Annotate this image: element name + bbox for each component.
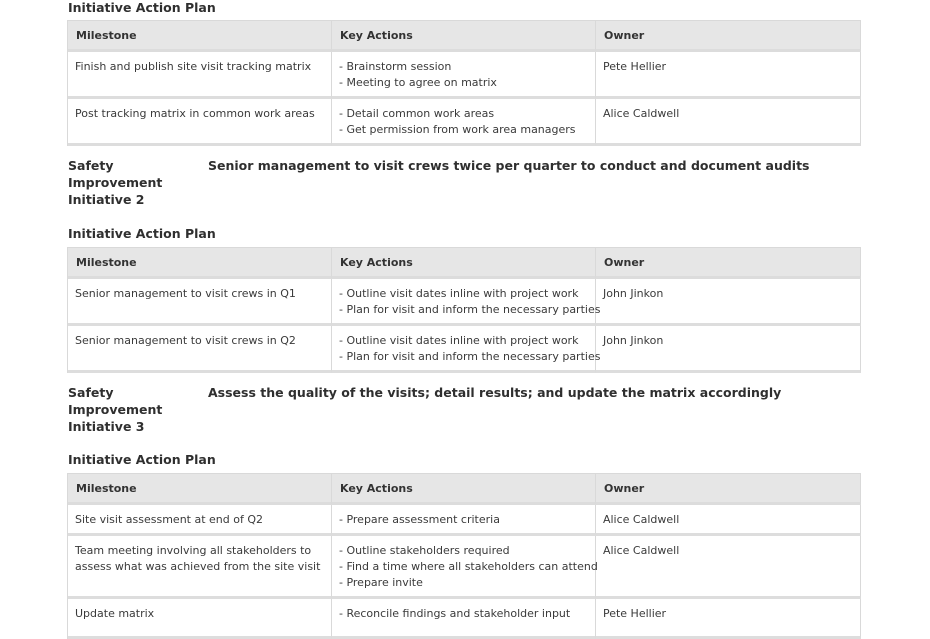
milestone-text: Post tracking matrix in common work areas	[75, 107, 315, 120]
initiative-2-label: Safety Improvement Initiative 2	[68, 158, 163, 207]
action-item: - Outline visit dates inline with project work	[338, 334, 579, 347]
key-actions-header: Key Actions	[332, 21, 596, 52]
milestone-cell	[68, 536, 332, 599]
key-actions-cell	[332, 279, 601, 326]
owner-cell: John Jinkon	[596, 279, 861, 326]
owner-cell: Alice Caldwell	[596, 99, 861, 146]
table-header-row	[68, 21, 861, 52]
owner-header: Owner	[596, 474, 861, 505]
action-item: - Plan for visit and inform the necessary parties	[338, 350, 601, 363]
owner-cell: John Jinkon	[596, 326, 861, 373]
key-actions-cell	[332, 505, 596, 536]
milestone-text: assess what was achieved from the site visit	[75, 560, 321, 573]
milestone-cell	[68, 505, 332, 536]
table-header-row	[68, 248, 861, 279]
milestone-text: Senior management to visit crews in Q2	[75, 334, 296, 347]
action-plan-heading: Initiative Action Plan	[68, 452, 216, 467]
key-actions-cell	[332, 99, 596, 146]
action-item: - Detail common work areas	[338, 107, 495, 120]
key-actions-cell	[332, 326, 601, 373]
milestone-header: Milestone	[68, 474, 332, 505]
owner-cell: Pete Hellier	[596, 599, 861, 639]
milestone-cell	[68, 99, 332, 146]
owner-cell: Alice Caldwell	[596, 505, 861, 536]
table-header-row	[68, 474, 861, 505]
table-row	[68, 599, 861, 639]
milestone-cell	[68, 279, 332, 326]
milestone-text: Finish and publish site visit tracking matrix	[75, 60, 312, 73]
action-item: - Prepare assessment criteria	[338, 513, 500, 526]
table-row	[68, 99, 861, 146]
action-item: - Plan for visit and inform the necessary parties	[338, 303, 601, 316]
table-row	[68, 52, 861, 99]
owner-cell: Pete Hellier	[596, 52, 861, 99]
table-row	[68, 279, 861, 326]
initiative-3-description: Assess the quality of the visits; detail results; and update the matrix accordingly	[208, 385, 782, 400]
table-row	[68, 536, 861, 599]
owner-cell: Alice Caldwell	[596, 536, 861, 599]
milestone-cell	[68, 599, 332, 639]
milestone-cell	[68, 326, 332, 373]
owner-header: Owner	[596, 248, 861, 279]
action-plan-table	[67, 247, 861, 373]
action-plan-table	[67, 20, 861, 146]
table-row	[68, 505, 861, 536]
milestone-text: Senior management to visit crews in Q1	[75, 287, 296, 300]
initiative-2-description: Senior management to visit crews twice per quarter to conduct and document audits	[208, 158, 810, 173]
key-actions-cell	[332, 52, 596, 99]
action-plan-heading: Initiative Action Plan	[68, 0, 216, 15]
key-actions-header: Key Actions	[332, 248, 596, 279]
action-item: - Outline stakeholders required	[338, 544, 510, 557]
milestone-text: Site visit assessment at end of Q2	[75, 513, 263, 526]
milestone-header: Milestone	[68, 248, 332, 279]
milestone-cell	[68, 52, 332, 99]
action-plan-heading: Initiative Action Plan	[68, 226, 216, 241]
action-plan-table	[67, 473, 861, 639]
action-item: - Outline visit dates inline with project work	[338, 287, 579, 300]
key-actions-cell	[332, 599, 596, 639]
key-actions-cell	[332, 536, 596, 599]
milestone-text: Team meeting involving all stakeholders to	[75, 544, 312, 557]
action-item: - Find a time where all stakeholders can attend	[338, 560, 598, 573]
action-item: - Get permission from work area managers	[338, 123, 576, 136]
milestone-text: Update matrix	[75, 607, 155, 620]
initiative-3-label: Safety Improvement Initiative 3	[68, 385, 163, 434]
action-item: - Reconcile findings and stakeholder input	[338, 607, 571, 620]
table-row	[68, 326, 861, 373]
action-item: - Brainstorm session	[338, 60, 452, 73]
owner-header: Owner	[596, 21, 861, 52]
milestone-header: Milestone	[68, 21, 332, 52]
action-item: - Prepare invite	[338, 576, 423, 589]
key-actions-header: Key Actions	[332, 474, 596, 505]
action-item: - Meeting to agree on matrix	[338, 76, 497, 89]
